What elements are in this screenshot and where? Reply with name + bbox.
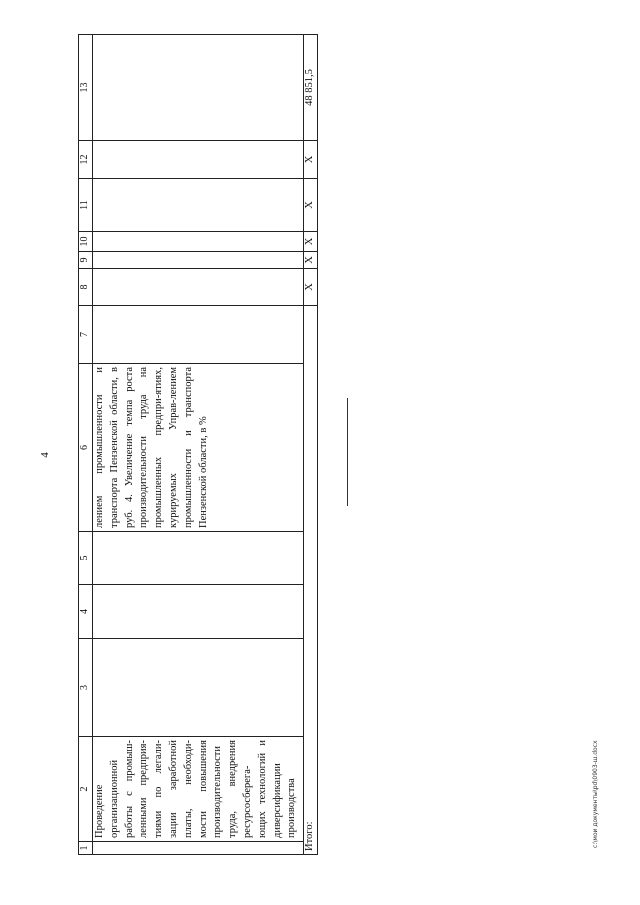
cell-indicators: лением промышленности и транспорта Пензенской области, в руб. 4. Увеличение темпа роста производительности труда на промышленных предпри-ятиях, курируемых Управ-лением промышленности и транспорта Пензенской области, в % <box>93 364 304 532</box>
total-col12: Х <box>304 141 318 179</box>
column-number: 12 <box>79 141 93 179</box>
cell-col5 <box>93 532 304 585</box>
column-number: 1 <box>79 842 93 855</box>
cell-col12 <box>93 141 304 179</box>
table-row <box>93 35 304 855</box>
total-row <box>304 35 318 855</box>
separator-line <box>347 398 348 506</box>
column-number: 11 <box>79 179 93 232</box>
rotated-table-container <box>78 35 321 855</box>
cell-col4 <box>93 585 304 639</box>
column-number: 9 <box>79 252 93 269</box>
total-amount: 48 851,5 <box>304 35 318 141</box>
total-label: Итого: <box>304 306 318 855</box>
column-number: 2 <box>79 737 93 842</box>
cell-col7 <box>93 306 304 364</box>
column-number: 8 <box>79 269 93 306</box>
total-col10: Х <box>304 232 318 252</box>
cell-col11 <box>93 179 304 232</box>
column-number: 10 <box>79 232 93 252</box>
column-number: 4 <box>79 585 93 639</box>
column-number: 3 <box>79 639 93 737</box>
page-number: 4 <box>38 452 51 458</box>
cell-col13 <box>93 35 304 141</box>
column-number: 13 <box>79 35 93 141</box>
total-col8: Х <box>304 269 318 306</box>
total-col11: Х <box>304 179 318 232</box>
file-path-footer: c:\мои документы\pd\0903-ш.docx <box>592 740 599 848</box>
cell-col10 <box>93 232 304 252</box>
column-number: 5 <box>79 532 93 585</box>
cell-col1 <box>93 842 304 855</box>
cell-col3 <box>93 639 304 737</box>
column-number: 6 <box>79 364 93 532</box>
cell-measure-description: Проведение организационной работы с промыш-ленными предприя-тиями по легали-зации заработной платы, необходи-мости повышения производительности труда, внедрения ресурсосберега-ющих технологий и диверсификации производства <box>93 737 304 842</box>
program-table <box>78 34 318 855</box>
cell-col8 <box>93 269 304 306</box>
column-number: 7 <box>79 306 93 364</box>
total-col9: Х <box>304 252 318 269</box>
cell-col9 <box>93 252 304 269</box>
column-number-row <box>79 35 93 855</box>
